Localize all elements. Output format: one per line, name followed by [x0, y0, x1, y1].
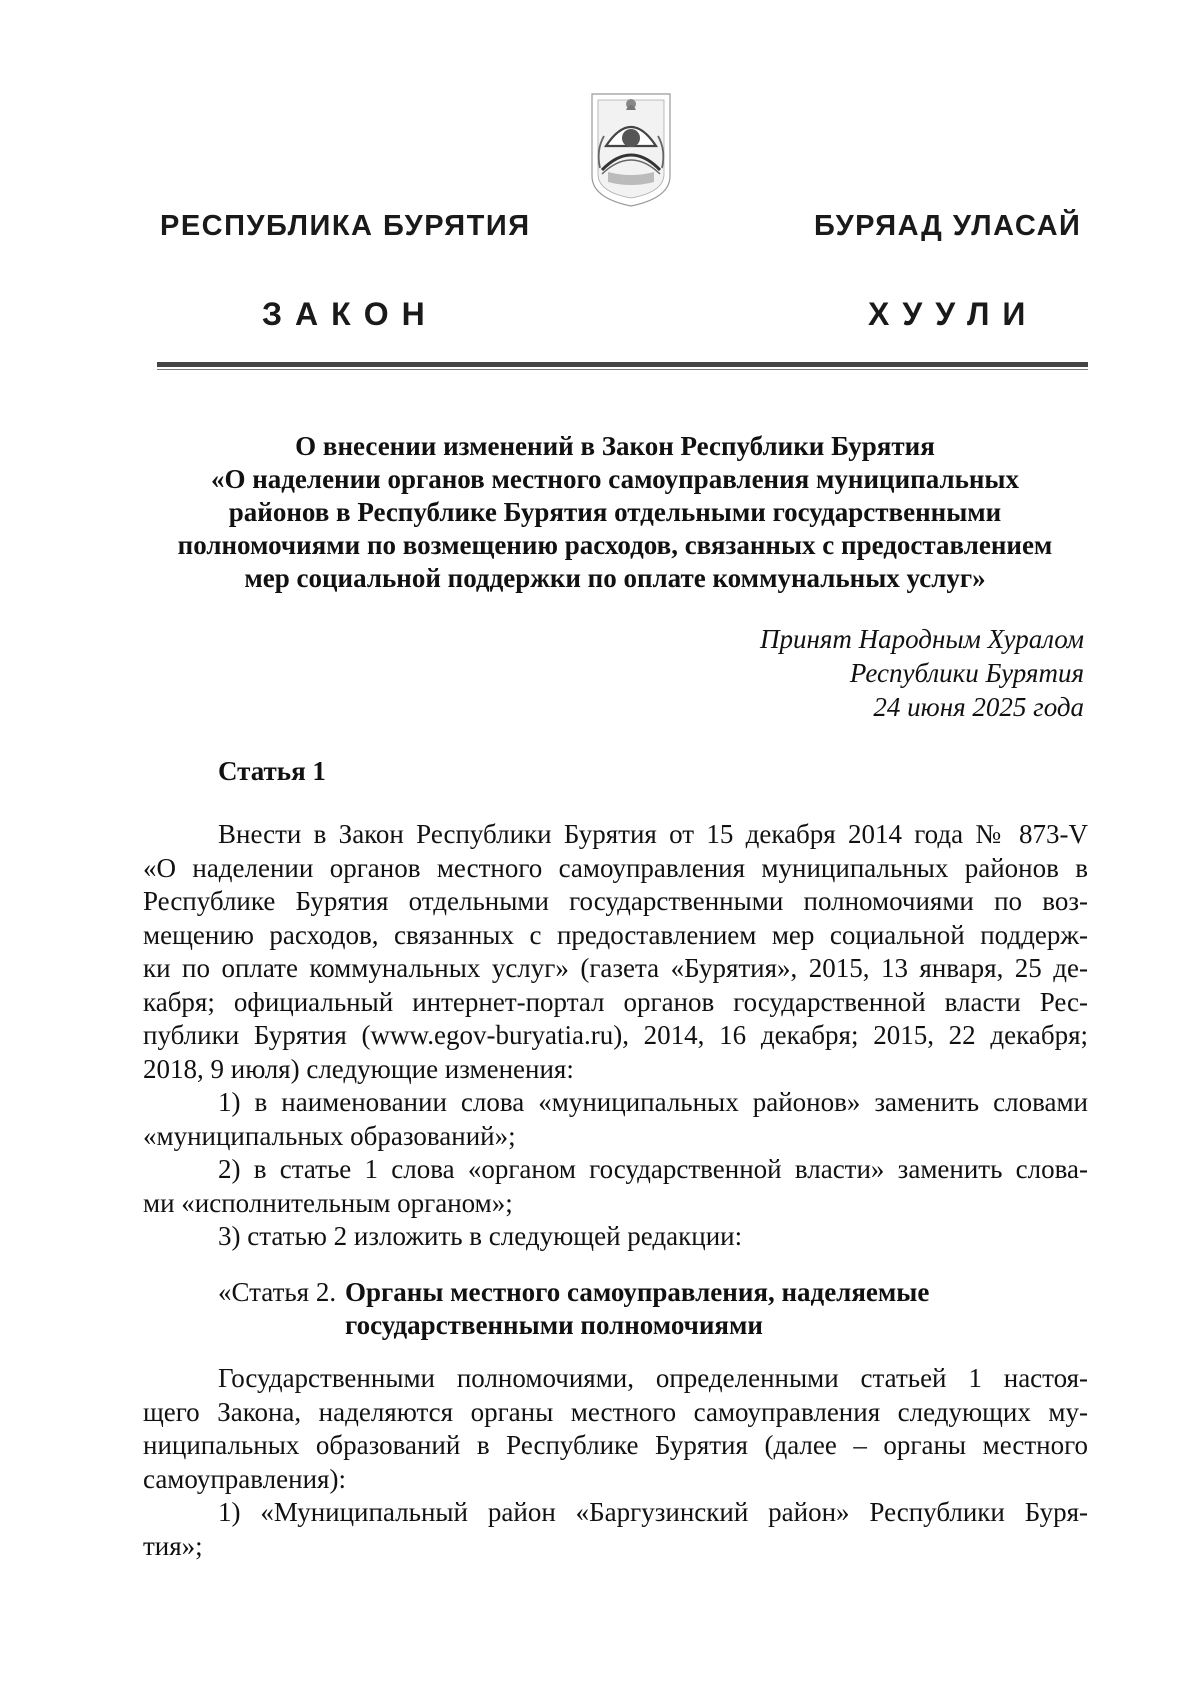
article-2-title: Органы местного самоуправления, наделяемые [345, 1277, 930, 1307]
text-line: Республике Бурятия отдельными государственными полномочиями по воз- [143, 886, 1088, 916]
text-line: самоуправления): [143, 1463, 346, 1494]
article-1-heading: Статья 1 [218, 756, 326, 786]
header-divider-thin [157, 369, 1088, 370]
text-line: тия»; [143, 1530, 203, 1561]
text-line: кабря; официальный интернет-портал органов государственной власти Рес- [143, 986, 1088, 1017]
text-line: 2018, 9 июля) следующие изменения: [143, 1053, 574, 1084]
text-line: Государственными полномочиями, определенными статьей 1 настоя- [218, 1363, 1088, 1393]
law-title-line: полномочиями по возмещению расходов, связанных с предоставлением [177, 530, 1053, 560]
law-label-buryat: ХУУЛИ [868, 296, 1039, 332]
adoption-note [760, 622, 1084, 724]
text-line: публики Бурятия (www.egov-buryatia.ru), 2014, 16 декабря; 2015, 22 декабря; [143, 1020, 1088, 1050]
text-line: ми «исполнительным органом»; [143, 1187, 513, 1218]
law-title-line: «О наделении органов местного самоуправления муниципальных [210, 464, 1020, 494]
text-line: «муниципальных образований»; [143, 1120, 516, 1151]
text-line: 3) статью 2 изложить в следующей редакции: [218, 1221, 743, 1251]
text-line: ниципальных образований в Республике Бурятия (далее – органы местного [143, 1430, 1088, 1460]
text-line: 2) в статье 1 слова «органом государственной власти» заменить слова- [218, 1154, 1088, 1184]
article-2-title: государственными полномочиями [345, 1310, 763, 1340]
law-label-russian: ЗАКОН [262, 296, 438, 332]
law-title-line: мер социальной поддержки по оплате коммунальных услуг» [244, 563, 986, 593]
text-line: мещению расходов, связанных с предоставлением мер социальной поддерж- [143, 919, 1088, 950]
law-title-line: районов в Республике Бурятия отдельными государственными [228, 497, 1002, 527]
republic-name-buryat: БУРЯАД УЛАСАЙ [814, 210, 1082, 242]
coat-of-arms-emblem [588, 80, 674, 208]
text-line: щего Закона, наделяются органы местного самоуправления следующих му- [143, 1396, 1088, 1427]
article-1-body [143, 818, 1088, 1254]
text-line: 1) «Муниципальный район «Баргузинский район» Республики Буря- [218, 1497, 1088, 1527]
adoption-date: 24 июня 2025 года [873, 692, 1084, 722]
adoption-line: Республики Бурятия [849, 658, 1084, 688]
adoption-line: Принят Народным Хуралом [759, 624, 1084, 654]
text-line: ки по оплате коммунальных услуг» (газета «Бурятия», 2015, 13 января, 25 де- [143, 953, 1088, 983]
text-line: 1) в наименовании слова «муниципальных районов» заменить словами [218, 1087, 1088, 1117]
text-line: «О наделении органов местного самоуправления муниципальных районов в [143, 852, 1088, 883]
law-title-line: О внесении изменений в Закон Республики Бурятия [295, 431, 935, 461]
article-2-body [143, 1362, 1088, 1563]
header-divider [157, 362, 1088, 367]
text-line: Внести в Закон Республики Бурятия от 15 декабря 2014 года № 873-V [218, 819, 1088, 849]
law-title [140, 430, 1090, 595]
republic-name-russian: РЕСПУБЛИКА БУРЯТИЯ [160, 210, 531, 242]
article-2-number: «Статья 2. [218, 1277, 337, 1307]
